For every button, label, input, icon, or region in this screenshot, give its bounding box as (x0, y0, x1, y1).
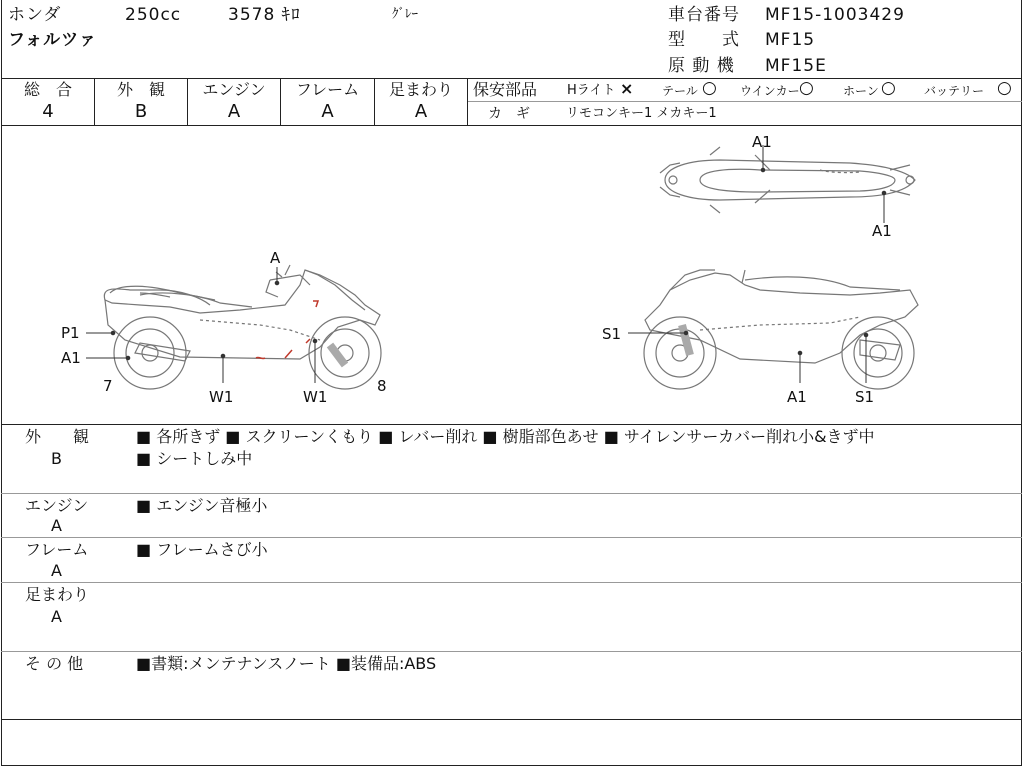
grade-header-engine: エンジン (202, 80, 266, 99)
section-line (1, 537, 1022, 538)
section-exterior-line1: ■ 各所きず ■ スクリーンくもり ■ レバー削れ ■ 樹脂部色あせ ■ サイレンサーカバー削れ小&きず中 (136, 427, 875, 446)
maker: ホンダ (8, 5, 62, 25)
section-engine-title: エンジン (25, 496, 89, 515)
grade-header-suspension: 足まわり (388, 80, 453, 99)
grade-engine: A (227, 101, 241, 122)
key-value: リモコンキー1 メカキー1 (566, 106, 717, 121)
safety-winker: ウインカー (740, 84, 800, 98)
grade-header-exterior: 外 観 (116, 80, 165, 99)
label-left-w1a: W1 (209, 388, 234, 406)
frame-no-label: 車台番号 (668, 5, 740, 25)
safety-tail: テール (662, 84, 698, 98)
label-top-a1a: A1 (752, 133, 772, 151)
section-frame-title: フレーム (25, 540, 89, 559)
engine-label: 原 動 機 (668, 56, 735, 76)
frame-no: MF15-1003429 (765, 5, 905, 25)
section-suspension-grade: A (51, 607, 62, 626)
key-label: カ ギ (488, 106, 530, 122)
section-line (1, 582, 1022, 583)
label-right-a1: A1 (787, 388, 807, 406)
label-left-a1: A1 (61, 349, 81, 367)
section-exterior-line2: ■ シートしみ中 (136, 449, 253, 468)
section-engine-line1: ■ エンジン音極小 (136, 496, 268, 515)
section-frame-line1: ■ フレームさび小 (136, 540, 268, 559)
section-frame-grade: A (51, 561, 62, 580)
section-line (1, 651, 1022, 652)
section-other-title: そ の 他 (25, 654, 84, 673)
bike-diagram (0, 125, 1024, 425)
left-side-bike (104, 265, 381, 389)
label-right-s1a: S1 (602, 325, 622, 343)
mileage: 3578 ｷﾛ (228, 5, 301, 25)
type-value: MF15 (765, 30, 816, 50)
grade-header-frame: フレーム (295, 80, 360, 99)
displacement: 250cc (125, 5, 182, 25)
type-label: 型 式 (668, 30, 740, 50)
section-bottom-line (1, 719, 1022, 720)
section-other-line1: ■書類:メンテナンスノート ■装備品:ABS (136, 654, 437, 673)
engine-value: MF15E (765, 56, 827, 76)
safety-battery-mark: ○ (997, 78, 1012, 98)
section-engine-grade: A (51, 516, 62, 535)
safety-horn-mark: ○ (881, 78, 896, 98)
label-top-a1b: A1 (872, 222, 892, 240)
right-side-bike (644, 270, 918, 389)
color: ｸﾞﾚｰ (392, 7, 418, 22)
section-top-line (1, 424, 1022, 425)
safety-headlight-mark: × (620, 79, 634, 98)
safety-label: 保安部品 (473, 80, 538, 99)
safety-headlight: Hライト (567, 83, 616, 98)
grade-exterior: B (134, 101, 148, 122)
safety-horn: ホーン (843, 84, 879, 98)
grade-header-overall: 総 合 (23, 80, 72, 99)
safety-tail-mark: ○ (702, 78, 717, 98)
grade-frame: A (321, 101, 334, 122)
grade-top-line (1, 78, 1022, 79)
safety-mid-line (468, 101, 1022, 102)
label-left-a: A (270, 249, 281, 267)
section-suspension-title: 足まわり (25, 585, 90, 604)
safety-battery: バッテリー (924, 84, 985, 98)
label-left-8: 8 (377, 377, 387, 395)
label-left-p1: P1 (61, 324, 80, 342)
section-line (1, 493, 1022, 494)
label-right-s1b: S1 (855, 388, 875, 406)
grade-divider (467, 78, 468, 125)
safety-winker-mark: ○ (799, 78, 814, 98)
section-exterior-grade: B (51, 449, 62, 468)
grade-suspension: A (414, 101, 428, 122)
section-exterior-title: 外 観 (25, 427, 90, 446)
label-left-7: 7 (103, 377, 113, 395)
grade-overall: 4 (42, 101, 54, 122)
label-left-w1b: W1 (303, 388, 328, 406)
top-view-bike (660, 147, 915, 213)
model-name: フォルツァ (8, 30, 97, 50)
